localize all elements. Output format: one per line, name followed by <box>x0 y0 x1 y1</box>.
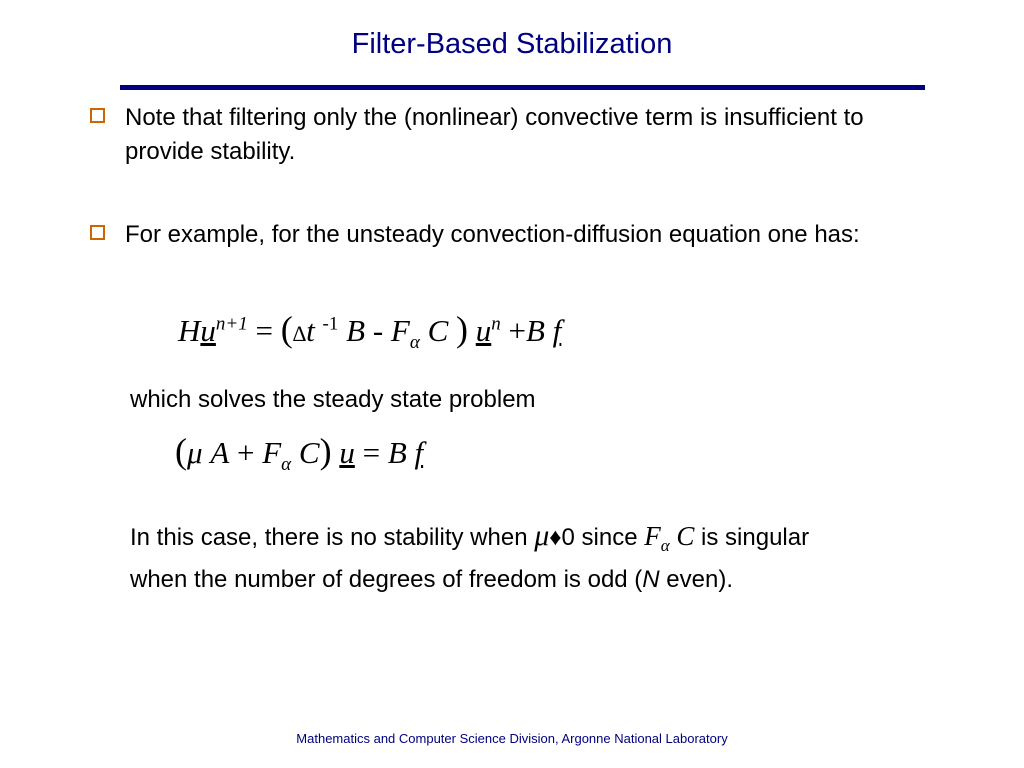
equation-steady <box>175 430 423 476</box>
eq1-minus: - <box>372 313 384 348</box>
conclusion-F: F <box>644 521 661 551</box>
eq1-u: u <box>200 313 216 348</box>
conclusion-line2a: when the number of degrees of freedom is odd ( <box>130 565 643 593</box>
eq1-lparen: ( <box>280 309 293 349</box>
eq2-mu: μ <box>187 435 203 470</box>
eq2-lparen: ( <box>175 431 187 471</box>
bullet-item-2 <box>90 218 990 252</box>
eq1-u-sup: n+1 <box>215 313 248 335</box>
bullet-text-1: Note that filtering only the (nonlinear) convective term is insufficient to provide stability. <box>125 104 864 165</box>
conclusion-alpha: α <box>660 535 670 555</box>
conclusion-text <box>130 519 1000 597</box>
eq1-H: H <box>178 313 201 348</box>
conclusion-N: N <box>642 565 660 593</box>
eq1-delta: ∆ <box>292 321 307 346</box>
eq2-rparen: ) <box>319 431 332 471</box>
square-bullet-icon <box>90 225 105 240</box>
eq1-B2: B <box>525 313 545 348</box>
slide-title: Filter-Based Stabilization <box>351 28 673 60</box>
eq1-u2-sup: n <box>491 313 501 335</box>
conclusion-part1: In this case, there is no stability when <box>130 524 528 551</box>
bullet-text-2: For example, for the unsteady convection-diffusion equation one has: <box>125 221 860 248</box>
conclusion-part2: 0 since <box>561 524 638 551</box>
eq2-plus: + <box>237 435 255 470</box>
eq2-f: f <box>414 435 424 470</box>
eq1-t-sup: -1 <box>322 313 339 335</box>
equation-unsteady <box>178 308 561 354</box>
eq1-equals: = <box>255 313 273 348</box>
eq1-u2: u <box>475 313 492 348</box>
title-underline <box>120 85 925 90</box>
eq1-B: B <box>346 313 366 348</box>
conclusion-line2b: even). <box>659 565 734 593</box>
eq1-F: F <box>390 313 410 348</box>
eq2-B: B <box>387 435 407 470</box>
bullet-item-1 <box>90 101 990 169</box>
eq2-alpha: α <box>281 454 292 476</box>
eq2-A: A <box>210 435 230 470</box>
eq1-alpha: α <box>409 332 420 354</box>
eq1-t: t <box>306 313 315 348</box>
conclusion-mu: μ <box>534 519 550 552</box>
conclusion-C: C <box>676 521 695 551</box>
eq2-u: u <box>339 435 355 470</box>
square-bullet-icon <box>90 108 105 123</box>
eq2-C: C <box>298 435 320 470</box>
eq1-C: C <box>427 313 449 348</box>
eq1-rparen: ) <box>456 309 468 349</box>
slide-footer: Mathematics and Computer Science Division, Argonne National Laboratory <box>296 731 728 746</box>
eq1-f: f <box>552 313 562 348</box>
diamond-arrow-icon: ♦ <box>549 524 562 551</box>
steady-state-text: which solves the steady state problem <box>130 386 536 413</box>
eq2-equals: = <box>362 435 381 470</box>
conclusion-part3: is singular <box>701 524 810 551</box>
eq2-F: F <box>262 435 282 470</box>
eq1-plus: + <box>508 313 526 348</box>
